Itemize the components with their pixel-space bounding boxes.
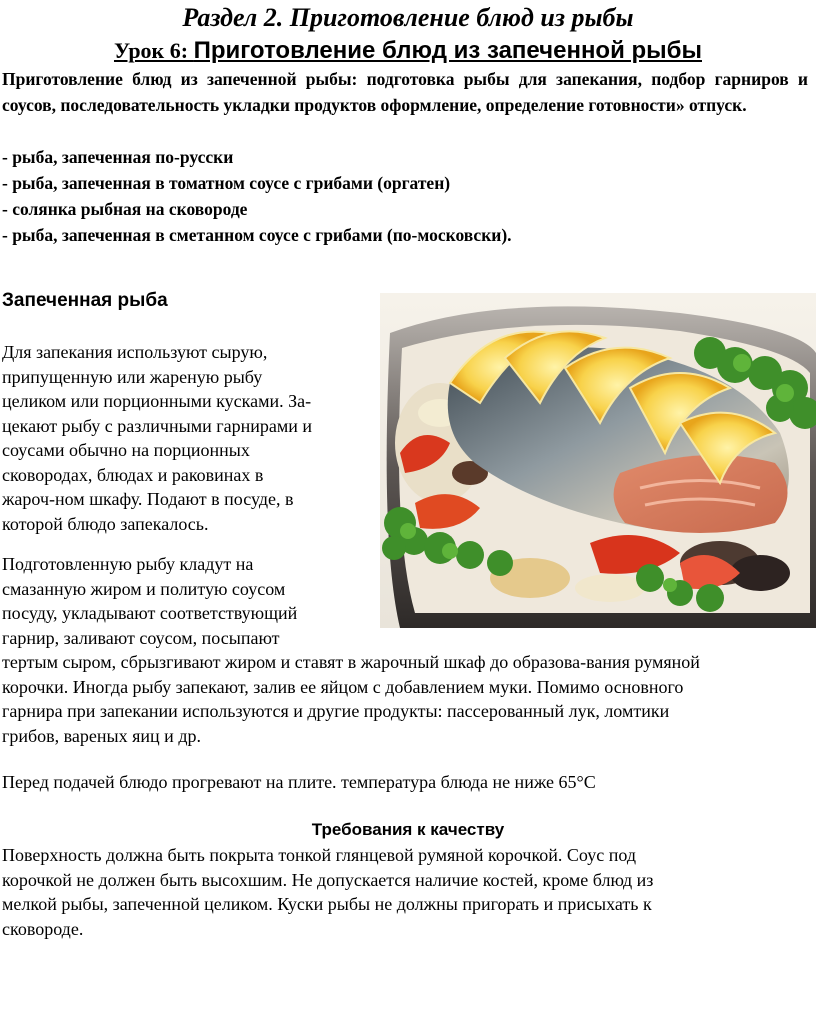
text-line: припущенную или жареную рыбу: [2, 366, 263, 387]
text-line: грибов, вареных яиц и др.: [2, 725, 201, 746]
dish-item: - рыба, запеченная в томатном соусе с грибами (оргатен): [2, 173, 451, 193]
text-line: смазанную жиром и политую соусом: [2, 578, 286, 599]
lesson-title: [0, 36, 816, 69]
text-line: гарнира при запекании используются и другие продукты: пассерованный лук, ломтики: [2, 701, 670, 721]
text-line: сковородах, блюдах и раковинах в: [2, 464, 264, 485]
paragraph-2: [2, 552, 374, 650]
dish-list: [2, 144, 808, 248]
paragraph-1: [2, 340, 374, 536]
text-line: посуду, укладывают соответствующий: [2, 603, 298, 623]
dish-item: - солянка рыбная на сковороде: [2, 199, 248, 219]
text-line: жароч-ном шкафу. Подают в посуде, в: [2, 489, 294, 509]
text-line: корочкой не должен быть высохшим. Не допускается наличие костей, кроме блюд из: [2, 869, 654, 890]
section-title: Раздел 2. Приготовление блюд из рыбы: [182, 3, 634, 32]
baked-fish-photo: [380, 293, 816, 628]
intro-paragraph: Приготовление блюд из запеченной рыбы: подготовка рыбы для запекания, подбор гарниров и соусов, последовательность укладки продуктов оформление, определение готовности» отпуск.: [2, 69, 808, 115]
serving-note: Перед подачей блюдо прогревают на плите. температура блюда не ниже 65°С: [2, 772, 596, 792]
text-line: корочки. Иногда рыбу запекают, залив ее яйцом с добавлением муки. Помимо основного: [2, 676, 684, 697]
quality-paragraph: [2, 843, 792, 941]
quality-heading: Требования к качеству: [311, 820, 505, 839]
text-line: Подготовленную рыбу кладут на: [2, 554, 254, 574]
text-line: гарнир, заливают соусом, посыпают: [2, 627, 280, 648]
paragraph-2-continued: [2, 650, 812, 748]
baked-fish-heading: Запеченная рыба: [2, 290, 168, 311]
text-line: цекают рыбу с различными гарнирами и: [2, 415, 313, 436]
lesson-name: Приготовление блюд из запеченной рыбы: [193, 37, 702, 64]
text-line: тертым сыром, сбрызгивают жиром и ставят в жарочный шкаф до образова-вания румяной: [2, 652, 700, 672]
lesson-prefix: Урок 6:: [113, 38, 194, 63]
text-line: которой блюдо запекалось.: [2, 513, 209, 534]
text-line: соусами обычно на порционных: [2, 440, 250, 460]
text-line: мелкой рыбы, запеченной целиком. Куски рыбы не должны пригорать и присыхать к: [2, 894, 652, 914]
text-line: сковороде.: [2, 918, 84, 939]
text-line: Поверхность должна быть покрыта тонкой глянцевой румяной корочкой. Соус под: [2, 845, 637, 865]
dish-item: - рыба, запеченная в сметанном соусе с грибами (по-московски).: [2, 225, 512, 245]
dish-item: - рыба, запеченная по-русски: [2, 147, 234, 167]
text-line: Для запекания используют сырую,: [2, 342, 268, 362]
text-line: целиком или порционными кусками. За-: [2, 391, 312, 411]
